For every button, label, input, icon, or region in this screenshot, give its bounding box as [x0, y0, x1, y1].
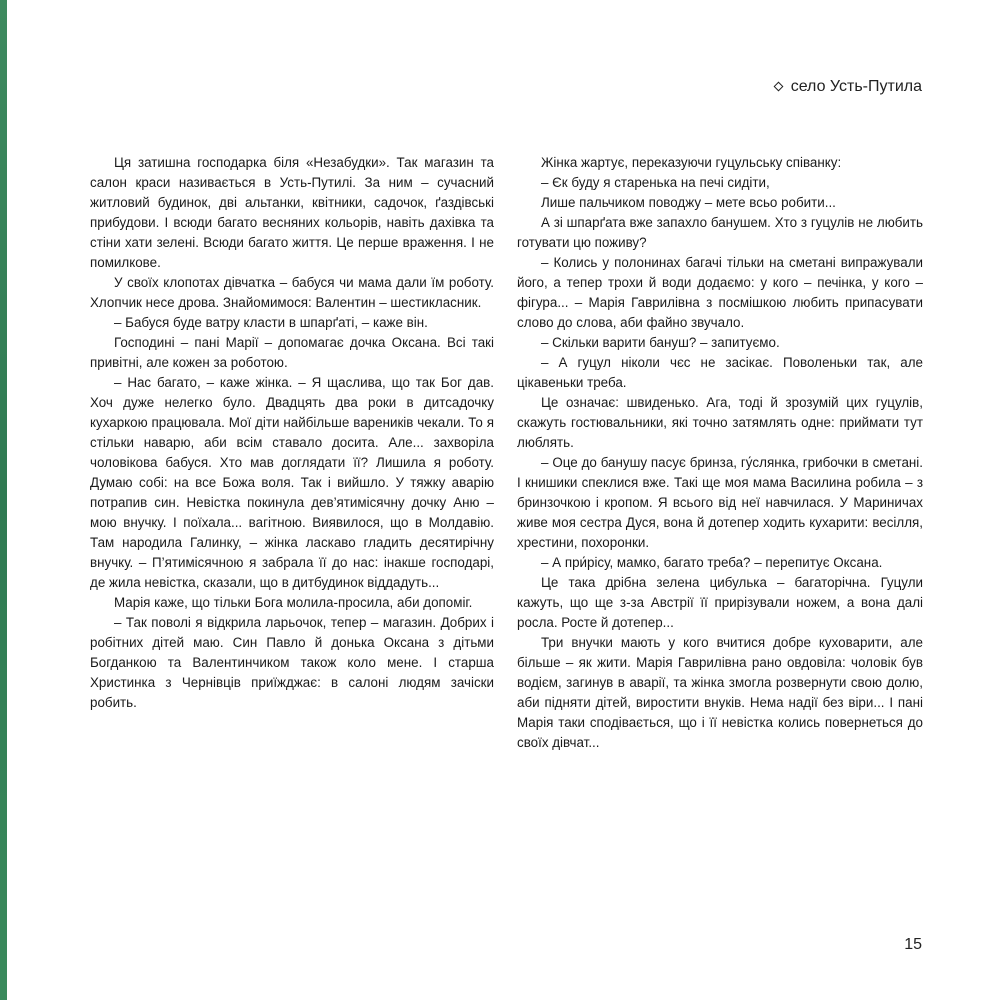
paragraph: – Так поволі я відкрила ларьочок, тепер – магазин. Добрих і робітних дітей маю. Син Павло й донька Оксана з дітьми Богданкою та Валентинчиком також коло мене. І старша Христинка з Чернівців приїжджає: в салоні людям зачіски робить.	[90, 615, 494, 710]
paragraph: Лише пальчиком поводжу – мете всьо робити...	[541, 195, 836, 210]
right-column	[517, 153, 923, 753]
paragraph: Це означає: швиденько. Ага, тоді й зрозумій цих гуцулів, скажуть гостювальники, які точно затямлять одне: приймати тут люблять.	[517, 395, 923, 450]
paragraph: – Оце до банушу пасує бринза, гу́слянка, грибочки в сметані. І книшики спеклися вже. Такі ще моя мама Василина робила – з бринзочкою і кропом. Я всього від неї навчилася. У Мариничах живе моя сестра Дуся, вона й дотепер ходить кухарити: весілля, хрестини, похоронки.	[517, 455, 923, 550]
diamond-icon	[774, 82, 784, 92]
paragraph: – Колись у полонинах багачі тільки на сметані випражували його, а тепер трохи й води додаємо: у кого – печінка, у кого – фігура... – Марія Гаврилівна з посмішкою любить припасувати слово до слова, аби файно звучало.	[517, 255, 923, 330]
paragraph: Це така дрібна зелена цибулька – багаторічна. Гуцули кажуть, що ще з-за Австрії її прирізували ножем, а вона далі росла. Росте й дотепер...	[517, 575, 923, 630]
paragraph: – Скільки варити бануш? – запитуємо.	[541, 335, 780, 350]
left-column	[90, 153, 494, 713]
paragraph: А зі шпарґата вже запахло банушем. Хто з гуцулів не любить готувати цю поживу?	[517, 215, 923, 250]
header-title: село Усть-Путила	[790, 78, 922, 95]
paragraph: У своїх клопотах дівчатка – бабуся чи мама дали їм роботу. Хлопчик несе дрова. Знайомимося: Валентин – шестикласник.	[90, 275, 494, 310]
running-header	[774, 78, 922, 96]
paragraph: – Бабуся буде ватру класти в шпарґаті, – каже він.	[114, 315, 428, 330]
paragraph: – А при́рісу, мамко, багато треба? – перепитує Оксана.	[541, 555, 883, 570]
green-page-edge	[0, 0, 7, 1000]
paragraph: – А гуцул ніколи чєс не засікає. Поволеньки так, але цікавеньки треба.	[517, 355, 923, 390]
paragraph: – Нас багато, – каже жінка. – Я щаслива, що так Бог дав. Хоч дуже нелегко було. Двадцять два роки в дитсадочку кухаркою працювала. Мої діти найбільше вареників чекали. То я стільки наварю, аби всім ставало досита. Але... захворіла чоловікова бабуся. Хто мав доглядати її? Лишила я роботу. Думаю собі: на все Божа воля. Так і вийшло. У тяжку аварію потрапив син. Невістка покинула дев’ятимісячну дочку Аню – мою внучку. І поїхала... вагітною. Виявилося, що в Молдавію. Там народила Галинку, – жінка ласкаво гладить десятирічну внучку. – П’ятимісячною я забрала її до нас: інакше господарі, де жила невістка, сказали, що в дитбудинок віддадуть...	[90, 375, 494, 590]
page-number: 15	[904, 936, 922, 953]
paragraph: – Єк буду я старенька на печі сидіти,	[541, 175, 770, 190]
paragraph: Господині – пані Марії – допомагає дочка Оксана. Всі такі привітні, але кожен за роботою.	[90, 335, 494, 370]
paragraph: Жінка жартує, переказуючи гуцульську співанку:	[541, 155, 842, 170]
paragraph: Марія каже, що тільки Бога молила-просила, аби допоміг.	[114, 595, 473, 610]
paragraph: Три внучки мають у кого вчитися добре куховарити, але більше – як жити. Марія Гаврилівна рано овдовіла: чоловік був водієм, загинув в аварії, та жінка змогла розвернути свою долю, аби підняти дітей, виростити внуків. Нема надії без віри... І пані Марія таки сподівається, що і її невістка колись повернеться до своїх дівчат...	[517, 635, 923, 750]
paragraph: Ця затишна господарка біля «Незабудки». Так магазин та салон краси називається в Усть-Путилі. За ним – сучасний житловий будинок, дві альтанки, квітники, садочок, ґаздівські прибудови. І всюди багато весняних кольорів, навіть дахівка та стіни хати зелені. Всюди багато життя. Це перше враження. І не помилкове.	[90, 155, 494, 270]
